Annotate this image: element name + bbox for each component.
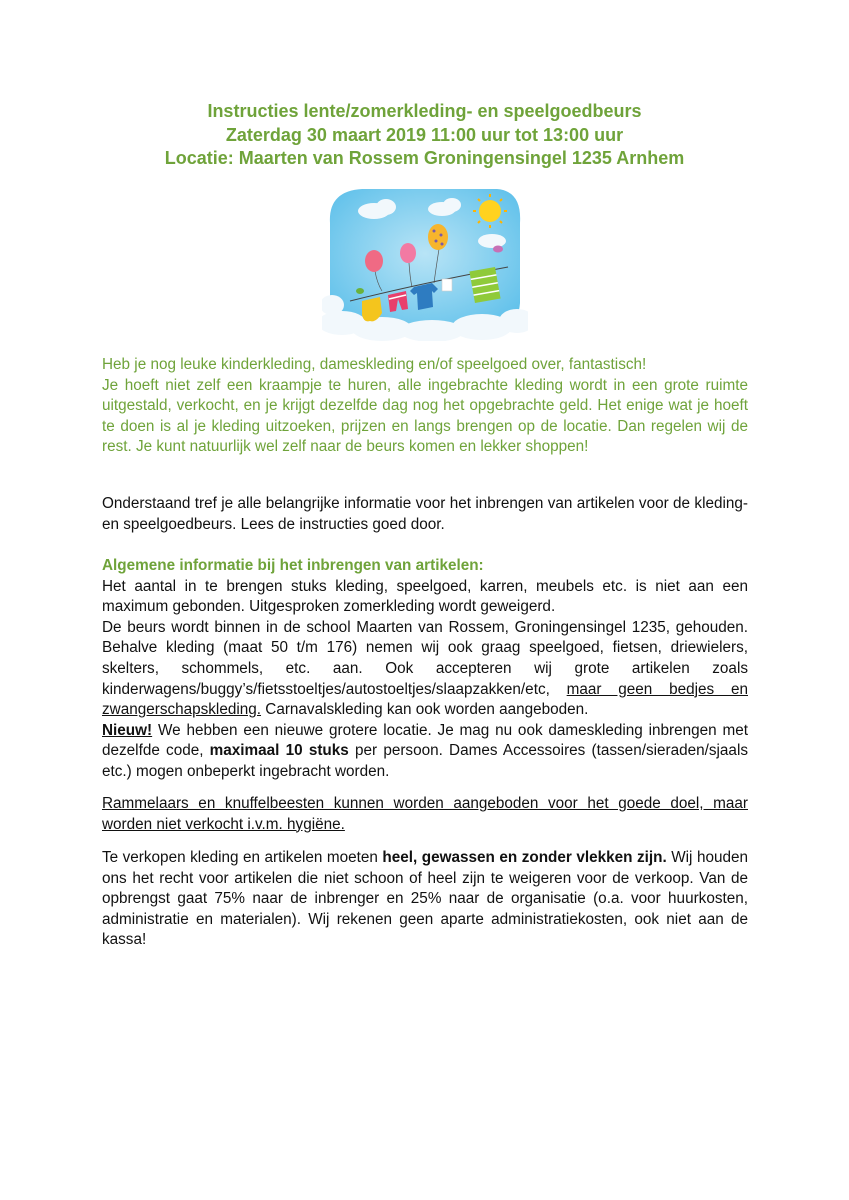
general-info-paragraph-1: Het aantal in te brengen stuks kleding, speelgoed, karren, meubels etc. is niet aan een maximum gebonden. Uitgesproken zomerkleding wordt geweigerd. xyxy=(102,577,748,616)
no-beds-maternity-note: maar geen bedjes en zwangerschapskleding. xyxy=(102,680,748,719)
overview-paragraph: Onderstaand tref je alle belangrijke informatie voor het inbrengen van artikelen voor de kleding- en speelgoedbeurs. Lees de instructies goed door. xyxy=(102,495,748,533)
charity-note: Rammelaars en knuffelbeesten kunnen worden aangeboden voor het goede doel, maar worden niet verkocht i.v.m. hygiëne. xyxy=(102,795,748,833)
general-info-section xyxy=(102,556,748,783)
clothesline-balloons-illustration xyxy=(322,183,528,341)
general-info-heading: Algemene informatie bij het inbrengen van artikelen: xyxy=(102,557,484,574)
paragraph-3-text: We hebben een nieuwe grotere locatie. Je mag nu ook dameskleding inbrengen met dezelfde code, xyxy=(102,721,748,760)
conditions-paragraph xyxy=(102,848,748,951)
carnival-note: Carnavalskleding kan ook worden aangeboden. xyxy=(261,701,589,719)
document-title xyxy=(60,100,789,171)
general-info-paragraph-3 xyxy=(102,721,748,783)
intro-paragraph: Je hoeft niet zelf een kraampje te huren, alle ingebrachte kleding wordt in een grote ruimte uitgestald, verkocht, en je krijgt dezelfde dag nog het opgebrachte geld. Het enige wat je hoeft te doen is al je kleding uitzoeken, prijzen en langs brengen op de locatie. Dan regelen wij de rest. Je kunt natuurlijk wel zelf naar de beurs komen en lekker shoppen! xyxy=(102,376,748,456)
max-items-note: maximaal 10 stuks xyxy=(209,742,349,760)
title-line-3: Locatie: Maarten van Rossem Groningensingel 1235 Arnhem xyxy=(164,148,685,168)
conditions-text: Te verkopen kleding en artikelen moeten xyxy=(102,849,383,866)
intro-first-line: Heb je nog leuke kinderkleding, dameskleding en/of speelgoed over, fantastisch! xyxy=(102,356,647,373)
paragraph-2-text: De beurs wordt binnen in de school Maarten van Rossem, Groningensingel 1235, gehouden. Behalve kleding (maat 50 t/m 176) nemen wij ook graag speelgoed, fietsen, driewielers, skelters, schommels, etc. aan. Ook accepteren wij grote artikelen zoals kinderwagens/buggy’s/fietsstoeltjes/autostoeltjes/slaapzakken/etc, xyxy=(102,618,748,698)
general-info-paragraph-2 xyxy=(102,618,748,721)
title-line-2: Zaterdag 30 maart 2019 11:00 uur tot 13:00 uur xyxy=(225,124,624,145)
intro-section xyxy=(102,355,748,458)
new-label: Nieuw! xyxy=(102,721,153,739)
paragraph-3-end: per persoon. Dames Accessoires (tassen/sieraden/sjaals etc.) mogen onbeperkt ingebracht worden. xyxy=(102,742,748,780)
title-line-1: Instructies lente/zomerkleding- en speelgoedbeurs xyxy=(207,101,642,121)
conditions-requirement: heel, gewassen en zonder vlekken zijn. xyxy=(382,849,667,866)
conditions-details: Wij houden ons het recht voor artikelen die niet schoon of heel zijn te weigeren voor de verkoop. Van de opbrengst gaat 75% naar de inbrenger en 25% naar de organisatie (o.a. voor huurkosten, administratie en materialen). Wij rekenen geen aparte administratiekosten, ook niet aan de kassa! xyxy=(102,849,748,949)
